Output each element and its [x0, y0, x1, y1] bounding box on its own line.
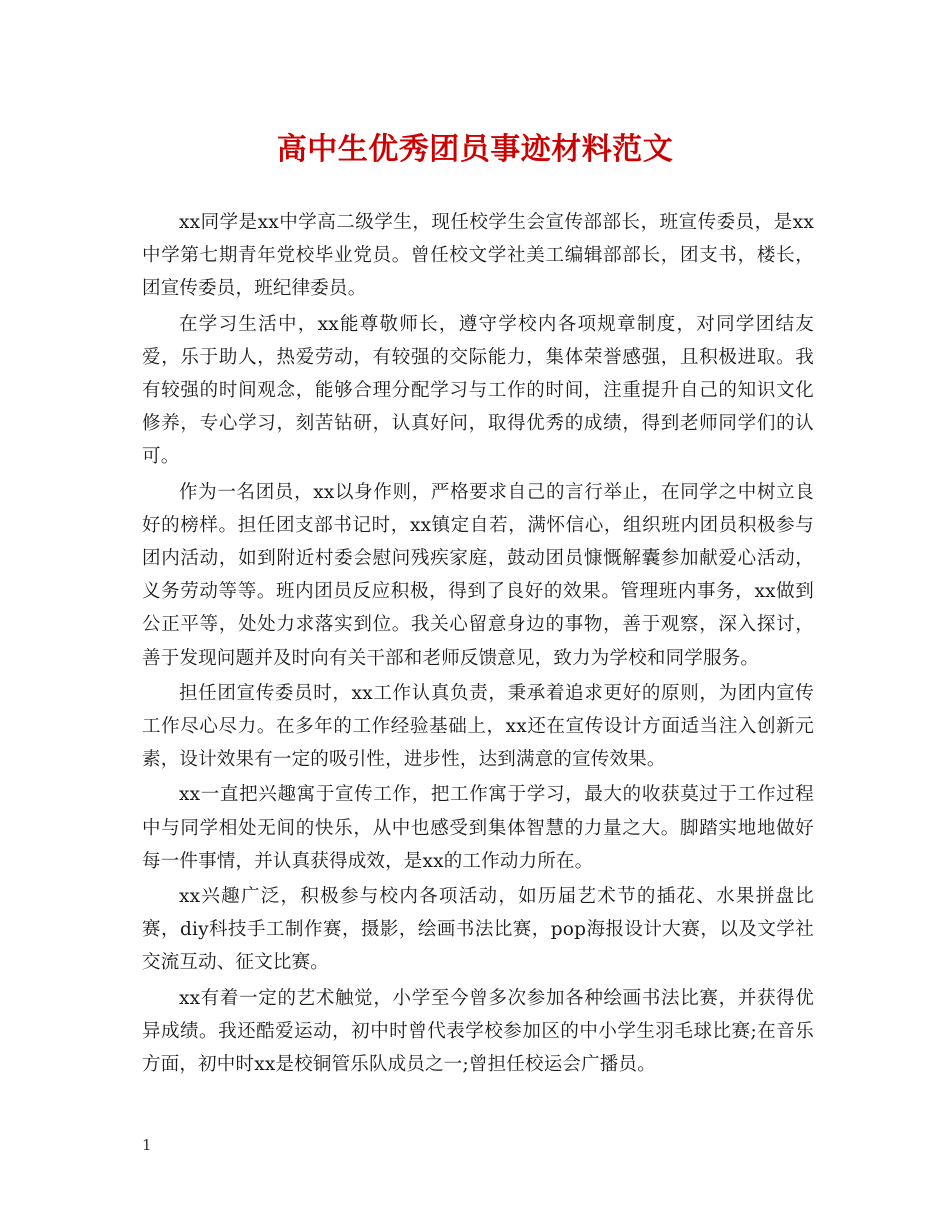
paragraph-study-life: 在学习生活中，xx能尊敬师长，遵守学校内各项规章制度，对同学团结友爱，乐于助人，热爱劳动，有较强的交际能力，集体荣誉感强，且积极进取。我有较强的时间观念，能够合理分配学习与工作的时间，注重提升自己的知识文化修养，专心学习，刻苦钻研，认真好问，取得优秀的成绩，得到老师同学们的认可。 — [142, 313, 814, 468]
paragraph-art-and-sports: xx有着一定的艺术触觉，小学至今曾多次参加各种绘画书法比赛，并获得优异成绩。我还酷爱运动，初中时曾代表学校参加区的中小学生羽毛球比赛;在音乐方面，初中时xx是校铜管乐队成员之一;曾担任校运会广播员。 — [142, 987, 814, 1076]
paragraph-interest-in-work: xx一直把兴趣寓于宣传工作，把工作寓于学习，最大的收获莫过于工作过程中与同学相处无间的快乐，从中也感受到集体智慧的力量之大。脚踏实地地做好每一件事情，并认真获得成效，是xx的工作动力所在。 — [142, 784, 814, 872]
page-number: 1 — [142, 1136, 152, 1154]
paragraph-introduction: xx同学是xx中学高二级学生，现任校学生会宣传部部长，班宣传委员，是xx中学第七期青年党校毕业党员。曾任校文学社美工编辑部部长，团支书，楼长，团宣传委员，班纪律委员。 — [142, 212, 814, 300]
document-body — [142, 206, 814, 1083]
paragraph-league-member: 作为一名团员，xx以身作则，严格要求自己的言行举止，在同学之中树立良好的榜样。担任团支部书记时，xx镇定自若，满怀信心，组织班内团员积极参与团内活动，如到附近村委会慰问残疾家庭，鼓动团员慷慨解囊参加献爱心活动，义务劳动等等。班内团员反应积极，得到了良好的效果。管理班内事务，xx做到公正平等，处处力求落实到位。我关心留意身边的事物，善于观察，深入探讨，善于发现问题并及时向有关干部和老师反馈意见，致力为学校和同学服务。 — [142, 481, 814, 669]
paragraph-publicity-committee: 担任团宣传委员时，xx工作认真负责，秉承着追求更好的原则，为团内宣传工作尽心尽力。在多年的工作经验基础上，xx还在宣传设计方面适当注入创新元素，设计效果有一定的吸引性，进步性，达到满意的宣传效果。 — [142, 682, 814, 771]
paragraph-activities: xx兴趣广泛，积极参与校内各项活动，如历届艺术节的插花、水果拼盘比赛，diy科技手工制作赛，摄影，绘画书法比赛，pop海报设计大赛，以及文学社交流互动、征文比赛。 — [142, 886, 814, 974]
document-title: 高中生优秀团员事迹材料范文 — [276, 132, 674, 167]
